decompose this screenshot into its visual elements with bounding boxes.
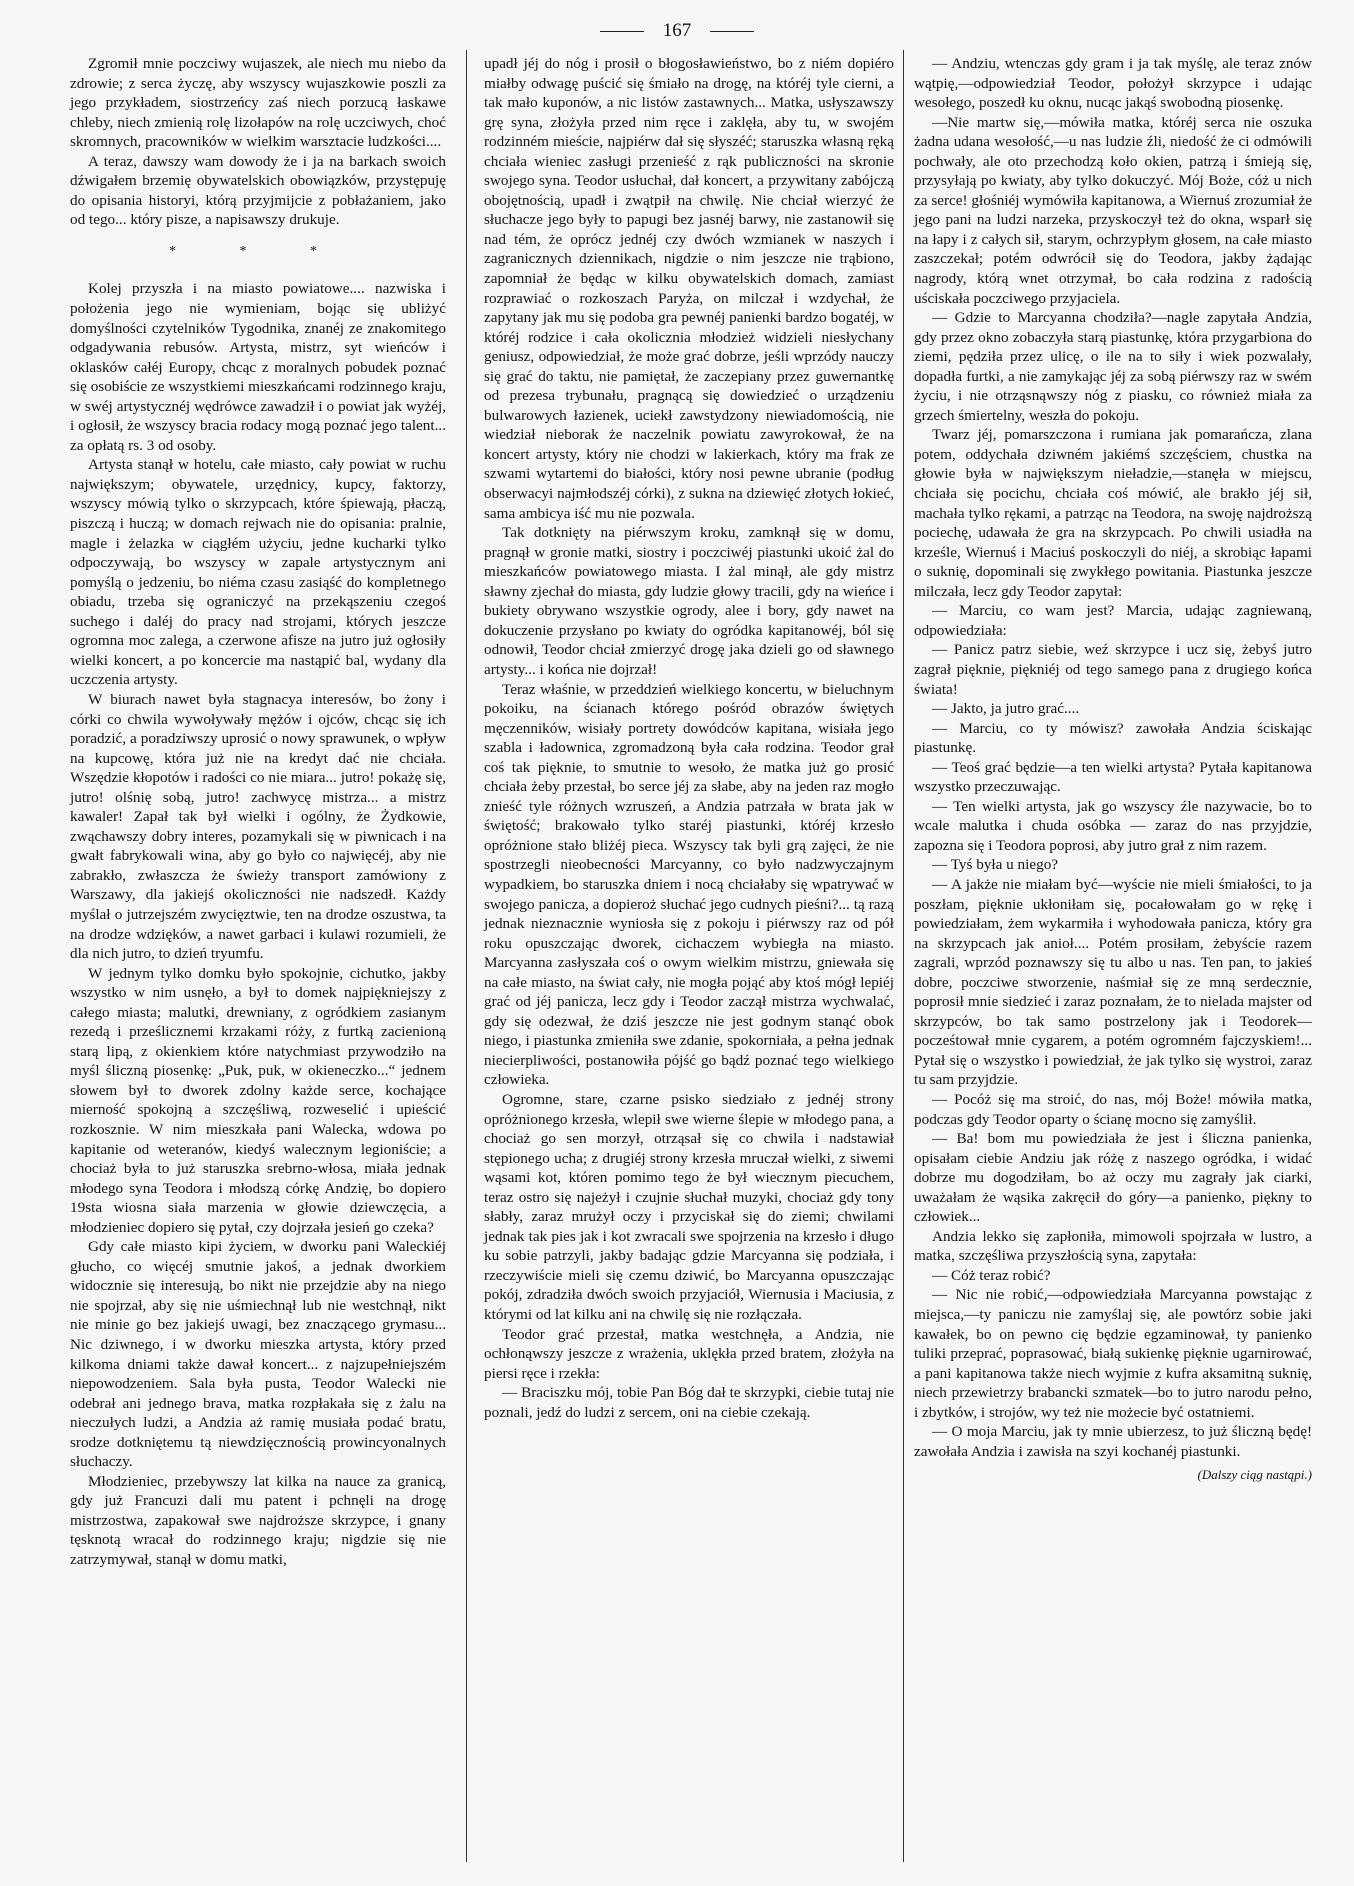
paragraph: — A jakże nie miałam być—wyście nie mieli śmiałości, to ja poszłam, pięknie ukłoniłam się, pocałowałam go w rękę i powiedziałam, żem wykarmiła i wyhodowała panicza, który gra na skrzypcach jak anioł.... Potém prosiłam, żebyście razem zagrali, wprzód poznawszy się tu albo u nas. Ten pan, to jakieś dobre, poczciwe stworzenie, naśmiał się ze mną serdecznie, poprosił mnie siedzieć i zaraz poznałam, że to nielada majster od skrzypców, bo tak samo postrzelony jak i Teodorek— pocześtował mnie cygarem, a potém ogromném fajczyskiem!... Pytał się o wszystko i powiedział, że jak tylko się wystroi, zaraz tu sam przyjdzie. [914,875,1312,1089]
paragraph: A teraz, dawszy wam dowody że i ja na barkach swoich dźwigałem brzemię obywatelskich obowiązków, przystępuję do opisania historyi, którą przyjmijcie z pobłażaniem, jako od tego... który pisze, a napisawszy drukuje. [70,152,446,229]
text-column-1 [70,54,446,1570]
paragraph: —Nie martw się,—mówiła matka, któréj serca nie oszuka żadna udana wesołość,—u nas ludzie źli, niedość że ci odmówili pochwały, ale oto przechodzą koło okien, patrzą i śmieją się, przysyłają po kwiaty, aby tylko dokuczyć. Mój Boże, cóż u nich za serce! głośniéj wymówiła kapitanowa, a Wiernuś zrozumiał że jego pani na ludzi narzeka, przyskoczył też do okna, wsparł się na łapy i z całych sił, starym, ochrzypłym głosem, na całe miasto zaszczekał; potém odwrócił się do Teodora, jakby żądając nagrody, którą wnet otrzymał, bo cała rodzina z radością uściskała poczciwego przyjaciela. [914,113,1312,307]
paragraph: W biurach nawet była stagnacya interesów, bo żony i córki co chwila wywoływały mężów i ojców, chcąc się ich poradzić, a poradziwszy uprosić o nowy sprawunek, o wpływ na kupcowę, która już nie na kredyt dać nie chciała. Wszędzie kłopotów i radości co nie miara... jutro! pokażę się, jutro! olśnię sobą, jutro! zachwycę mistrza... a mistrz kawaler! Zapał tak był wielki i ogólny, że Żydkowie, zwąchawszy dobry interes, pozamykali się w piwnicach i na gwałt fabrykowali wina, aby go było co najwięcéj, aby nie zabrakło, zwłaszcza że świeży transport zamówiony z Warszawy, dla jakiejś okoliczności nie nadszedł. Każdy myślał o jutrzejszém zwycięztwie, ten na drodze oszustwa, ta na drodze wdzięków, a nawet garbaci i kulawi rozumieli, że dla nich jutro, to dzień tryumfu. [70,690,446,963]
text-column-2 [484,54,894,1422]
paragraph: — Panicz patrz siebie, weź skrzypce i ucz się, żebyś jutro zagrał pięknie, piękniéj od tego samego pana z drugiego końca świata! [914,641,1312,698]
paragraph: — Andziu, wtenczas gdy gram i ja tak myślę, ale teraz znów wątpię,—odpowiedział Teodor, położył skrzypce i udając wesołego, poszedł ku oknu, nucąc jakąś swobodną piosenkę. [914,55,1312,112]
paragraph: — Gdzie to Marcyanna chodziła?—nagle zapytała Andzia, gdy przez okno zobaczyła starą piastunkę, która przygarbiona do ziemi, pędziła przez ulicę, o ile na to siły i wiek pozwalały, dopadła furtki, a nie zamykając jéj za sobą piérwszy raz w swém życiu, i nie otrząsnąwszy nóg z piasku, co również miała za grzech śmiertelny, weszła do pokoju. [914,309,1312,424]
section-separator: * * * [169,243,347,259]
page-header [0,20,1354,42]
paragraph: — Nic nie robić,—odpowiedziała Marcyanna powstając z miejsca,—ty paniczu nie zamyślaj się, ale powtórz sobie jaki kawałek, bo on pewno cię będzie egzaminował, ty panienko tuliki przeprać, poprasować, białą sukienkę pięknie ugarnirować, a pani kapitanowa także niech wyjmie z kufra aksamitną suknię, niech przewietrzy brabancki szmatek—bo to jutro narodu pełno, i zbytków, i strojów, wy też nie możecie być ostatniemi. [914,1286,1312,1421]
paragraph: Ogromne, stare, czarne psisko siedziało z jednéj strony opróżnionego krzesła, wlepił swe wierne ślepie w młodego pana, a chociaż go sen morzył, otrząsał się co chwila i nadstawiał stępionego ucha; z drugiéj strony krzesła mruczał wielki, z siwemi wąsami kot, któren pomimo tego że był wiecznym piecuchem, teraz ostro się najeżył i czujnie słuchał muzyki, chociaż gdy tony słabły, zaraz mrużył oczy i przyciskał się do ziemi; chwilami jednak tak pies jak i kot zwracali swe spojrzenia na krzesło i długo ku sobie patrzyli, jakby badając gdzie Marcyanna się podziała, i rzeczywiście mieli się czemu dziwić, bo Marcyanna opuszczając pokój, zdradziła dwóch swoich przyjaciół, Wiernusia i Maciusia, z którymi od lat kilku ani na chwilę się nie rozłączała. [484,1090,894,1323]
text-column-3 [914,54,1312,1485]
paragraph: Teodor grać przestał, matka westchnęła, a Andzia, nie ochłonąwszy jeszcze z wrażenia, uklękła przed bratem, złożyła na piersi ręce i rzekła: [484,1325,894,1382]
paragraph: Artysta stanął w hotelu, całe miasto, cały powiat w ruchu największym; obywatele, urzędnicy, kupcy, faktorzy, wszyscy mówią tylko o skrzypcach, które śpiewają, płaczą, piszczą i huczą; w domach rejwach nie do opisania: pralnie, magle i żelazka w ciągłém użyciu, jedne kucharki tylko odpoczywają, bo wszyscy w zapale artystycznym ani pomyślą o jedzeniu, bo niéma czasu zasiąść do kompletnego obiadu, trzeba się ograniczyć na przekąszeniu czegoś suchego i daléj do pracy nad strojami, których jeszcze ogromna moc zalega, a czerwone afisze na jutro już ogłosiły wielki koncert, a po koncercie ma nastąpić bal, wydany dla uczczenia artysty. [70,456,446,689]
paragraph: — Marciu, co ty mówisz? zawołała Andzia ściskając piastunkę. [914,719,1312,757]
paragraph: Gdy całe miasto kipi życiem, w dworku pani Waleckiéj głucho, co więcéj smutnie jakoś, a jednak dworkiem widocznie się interesują, bo nikt nie przejdzie aby na niego nie spojrzał, aby się nie uśmiechnął lub nie westchnął, nikt nie minie go bez jakiejś uwagi, bez znaczącego grymasu... Nic dziwnego, i w dworku mieszka artysta, który przed kilkoma dniami także dawał koncert... z najzupełniejszém niepowodzeniem. Sala była pusta, Teodor Walecki nie odebrał ani jednego brava, matka rozpłakała się z żalu na nieczułych ludzi, a Andzia aż ramię musiała podać bratu, srodze dotkniętemu tą niewdzięcznością prowincyonalnych słuchaczy. [70,1238,446,1471]
column-divider [903,50,904,1862]
paragraph: W jednym tylko domku było spokojnie, cichutko, jakby wszystko w nim usnęło, a był to domek najpiękniejszy z całego miasta; malutki, drewniany, z ogródkiem zasianym rezedą i prześlicznemi krzakami róży, z furtką zacienioną starą lipą, z okienkiem które natychmiast przywodziło na myśl śliczną piosenkę: „Puk, puk, w okieneczko...“ jednem słowem był to dworek zdolny każde serce, kochające mierność spokojną a szczęśliwą, rozweselić i upieścić rozkosznie. W nim mieszkała pani Walecka, wdowa po kapitanie od weteranów, kiedyś walecznym legioniście; a chociaż była to już staruszka srebrno-włosa, miała jednak młodego syna Teodora i młodszą córkę Andzię, bo dopiero 19sta wiosna siała marzenia w głowie dziewczęcia, a młodzieniec dopiero się pytał, czy dojrzała jesień go czeka? [70,964,446,1236]
paragraph: — O moja Marciu, jak ty mnie ubierzesz, to już śliczną będę! zawołała Andzia i zawisła na szyi kochanéj piastunki. [914,1423,1312,1460]
page-number: 167 [662,20,692,41]
paragraph: — Braciszku mój, tobie Pan Bóg dał te skrzypki, ciebie tutaj nie poznali, jedź do ludzi z sercem, oni na ciebie czekają. [484,1384,894,1421]
paragraph: Teraz właśnie, w przeddzień wielkiego koncertu, w bieluchnym pokoiku, na ścianach którego pośród obrazów świętych męczenników, wisiały portrety dowódców kapitana, wisiała jego szabla i ładownica, zgromadzoną była cała rodzina. Teodor grał coś tak pięknie, to smutnie to wesoło, że matka już go prosić chciała żeby przestał, bo serce jéj za słabe, aby na jeden raz mogło znieść tyle różnych wzruszeń, a Andzia patrzała w brata jak w świętość; brakowało tylko staréj piastunki, któréj krzesło opróżnione stało bliżéj pieca. Wszyscy tak byli grą zajęci, że nie spostrzegli nieobecności Marcyanny, co było nadzwyczajnym wypadkiem, bo staruszka dniem i nocą chciałaby się wpatrywać w swojego panicza, a dopieroż słuchać jego cudnych pieśni?... tą razą jednak nieznacznie wyniosła się z pokoju i piérwszy raz od pół roku opuszczając dworek, cichaczem wybiegła na miasto. Marcyanna zasłyszała coś o owym wielkim mistrzu, gniewała się na całe miasto, na świat cały, nie mogła pojąć aby ktoś mógł lepiéj grać od jéj panicza, lecz gdy i Teodor zaczął mistrza wychwalać, gdy się odezwał, że dziś jeszcze nie jest godnym stanąć obok niego, i piastunka zmieniła swe zdanie, spokorniała, a pełna jednak niecierpliwości, postanowiła pójść go bądź poznać tego wielkiego człowieka. [484,680,894,1089]
paragraph: — Tyś była u niego? [932,856,1059,874]
paragraph: — Teoś grać będzie—a ten wielki artysta? Pytała kapitanowa wszystko przeczuwając. [914,758,1312,796]
paragraph: Zgromił mnie poczciwy wujaszek, ale niech mu niebo da zdrowie; z serca życzę, aby wszyscy wujaszkowie poszli za jego przykładem, siostrzeńcy zaś niech porzucą łaskawe chleby, niech zmienią rolę lizołapów na rolę uczciwych, choć skromnych, pracowników w wielkim warsztacie ludzkości.... [70,55,446,151]
header-rule-right [710,31,754,32]
paragraph: Twarz jéj, pomarszczona i rumiana jak pomarańcza, zlana potem, oddychała dziwném jakiémś szczęściem, chustka na głowie była w największym nieładzie,—stanęła w miejscu, chciała się pocichu, chciała coś mówić, ale brakło jéj sił, machała tylko rękami, a patrząc na Teodora, na swoję najdroższą pociechę, udawała że gra na skrzypcach. Po chwili usiadła na krześle, Wiernuś i Maciuś poskoczyli do niéj, a skrobiąc łapami o suknię, dopominali się zwykłego powitania. Piastunka jeszcze milczała, lecz gdy Teodor zapytał: [914,426,1312,600]
paragraph: Andzia lekko się zapłoniła, mimowoli spojrzała w lustro, a matka, szczęśliwa przyszłością syna, zapytała: [914,1227,1312,1265]
paragraph: — Ten wielki artysta, jak go wszyscy źle nazywacie, bo to wcale malutka i chuda osóbka — zaraz do nas przyjdzie, zapozna się i Teodora poprosi, aby jutro grał z nim razem. [914,797,1312,854]
header-rule-left [600,31,644,32]
paragraph: — Cóż teraz robić? [932,1266,1051,1284]
paragraph: — Ba! bom mu powiedziała że jest i śliczna panienka, opisałam ciebie Andziu jak różę z naszego ogródka, i widać dobrze mu dogodziłam, bo aż oczy mu zagrały jak ciarki, uważałam że wąsika zakręcił do góry—a panienko, piękny to człowiek... [914,1130,1312,1226]
paragraph: upadł jéj do nóg i prosił o błogosławieństwo, bo z niém dopiéro miałby odwagę puścić się śmiało na drogę, na któréj tyle cierni, a tak mało kuponów, a nic listów zastawnych... Matka, usłyszawszy grę syna, złożyła przed nim ręce i zaklęła, aby tu, w swojém rodzinném mieście, najpiérw dał się słyszéć; staruszka własną ręką chciała wieniec zasługi przenieść z rąk publiczności na skronie swojego syna. Teodor usłuchał, dał koncert, a przywitany zabójczą obojętnością, upadł i zwątpił na chwilę. Nie chciał wierzyć że słuchacze jego były to papugi bez jasnéj barwy, nie zastanowił się nad tém, że oprócz jednéj czy dwóch wzmianek w naszych i zagranicznych dziennikach, nigdzie o nim jeszcze nie trąbiono, zapomniał że będąc w kilku obywatelskich domach, zamiast rozprawiać o rozkoszach Paryża, on milczał i wzdychał, że zapytany jak mu się podoba gra pewnéj panienki bardzo bogatéj, w któréj rodzice i cała okolicznia młodzież widzieli niesłychany geniusz, odpowiedział, że może grać dobrze, jeśli wprzódy nauczy się grać do taktu, nie pamiętał, że zaczepiany przez guwernantkę od prezesa trybunału, pragnącą się dowiedzieć o urządzeniu bulwarowych łazienek, uciekł zawstydzony niewiadomością, nie wiedział nieborak że naczelnik powiatu zawyrokował, że na koncert artysty, który nie chodzi w lakierkach, który ma frak ze szwami wytartemi do białości, który nosi pewne ubranie (podług obserwacyi najmłodszéj córki), z sukna na dziewięć złotych łokieć, sama ambicya iść mu nie pozwala. [484,55,894,522]
column-divider [466,50,467,1862]
paragraph: — Marciu, co wam jest? Marcia, udając zagniewaną, odpowiedziała: [914,602,1312,639]
continuation-note: (Dalszy ciąg nastąpi.) [1197,1467,1312,1483]
paragraph: — Jakto, ja jutro grać.... [932,700,1080,718]
paragraph: Kolej przyszła i na miasto powiatowe.... nazwiska i położenia jego nie wymieniam, bojąc się ubliżyć domyślności czytelników Tygodnika, znanéj ze znakomitego odgadywania rebusów. Artysta, mistrz, syt wieńców i oklasków całéj Europy, chcąc z moralnych pobudek poznać się osobiście ze wszystkiemi mieszkańcami rodzinnego kraju, w swéj artystycznéj wędrówce zawadził i o powiat jak wyżéj, i ogłosił, że wszyscy bracia rodacy mogą poznać jego talent... za opłatą rs. 3 od osoby. [70,280,446,454]
paragraph: — Pocóż się ma stroić, do nas, mój Boże! mówiła matka, podczas gdy Teodor oparty o ścianę mocno się zamyślił. [914,1090,1312,1128]
paragraph: Tak dotknięty na piérwszym kroku, zamknął się w domu, pragnął w gronie matki, siostry i poczciwéj piastunki ukoić żal do mieszkańców powiatowego miasta. I żal minął, ale gdy mistrz sławny zjechał do miasta, gdy ludzie głowy tracili, gdy na wieńce i bukiety obrywano wszystkie ogrody, alee i bory, gdy nawet na dokuczenie przysłano po kwiaty do ogródka kapitanowéj, ból się odnowił, Teodor chciał zmierzyć drogę jaka dzieli go od sławnego artysty... i końca nie dojrzał! [484,524,894,678]
paragraph: Młodzieniec, przebywszy lat kilka na nauce za granicą, gdy już Francuzi dali mu patent i pchnęli na drogę mistrzostwa, zapakował swe najdroższe skrzypce, i gnany tęsknotą wracał do rodzinnego kraju; nigdzie się nie zatrzymywał, stanął w domu matki, [70,1472,446,1569]
